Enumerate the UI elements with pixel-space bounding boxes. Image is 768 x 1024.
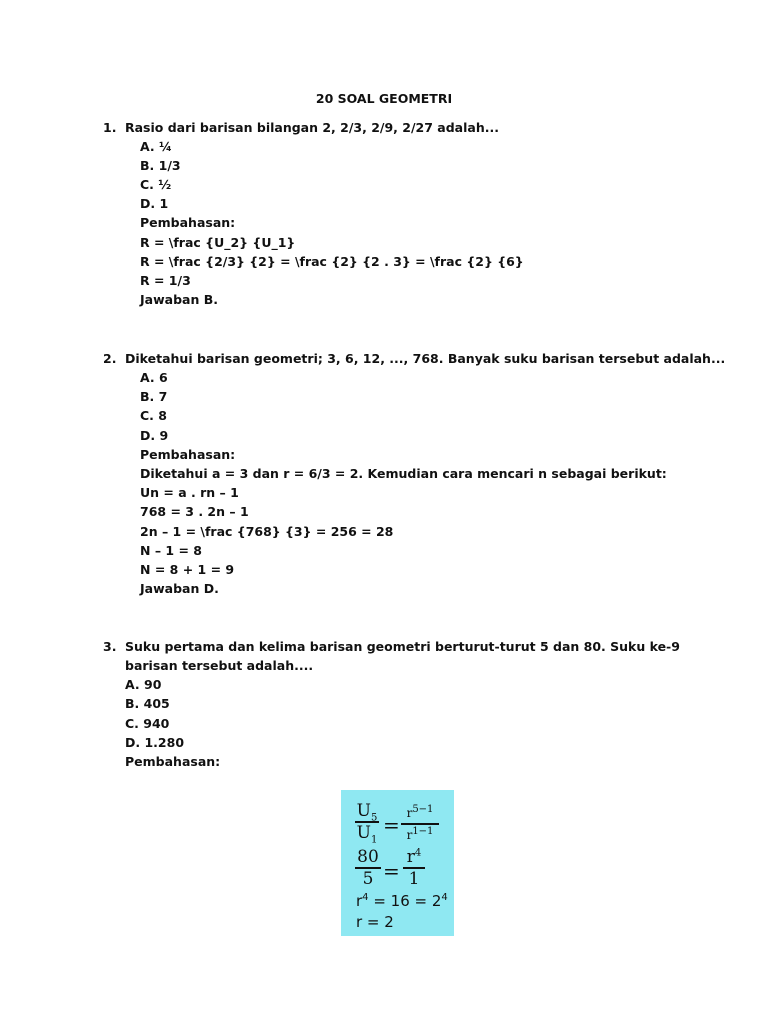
question-text: barisan tersebut adalah.... — [125, 658, 314, 673]
question-text: Suku pertama dan kelima barisan geometri berturut-turut 5 dan 80. Suku ke-9 — [125, 639, 680, 654]
option-a: A. ¼ — [140, 139, 172, 154]
discussion-line: 2n – 1 = \frac {768} {3} = 256 = 28 — [140, 524, 394, 539]
equals-sign: = — [383, 813, 400, 837]
question-number: 3. — [103, 639, 117, 654]
discussion-label: Pembahasan: — [140, 447, 236, 462]
option-c: C. 8 — [140, 408, 167, 423]
option-c: C. ½ — [140, 177, 172, 192]
discussion-label: Pembahasan: — [125, 754, 221, 769]
fraction-u5-u1: $U_5$ $U_1$ — [356, 801, 378, 845]
question-text: Diketahui barisan geometri; 3, 6, 12, ..., 768. Banyak suku barisan tersebut adalah... — [125, 351, 726, 366]
page-title: 20 SOAL GEOMETRI — [315, 91, 453, 106]
answer-line: Jawaban D. — [140, 581, 219, 596]
discussion-line: R = 1/3 — [140, 273, 191, 288]
option-a: A. 90 — [125, 677, 162, 692]
fraction-r4-1: $r^4$ 1 — [403, 848, 425, 888]
option-d: D. 1 — [140, 196, 169, 211]
fraction-r-powers: $r^{5-1}$ $r^{1-1}$ — [401, 804, 439, 844]
option-a: A. 6 — [140, 370, 168, 385]
discussion-line: N = 8 + 1 = 9 — [140, 562, 235, 577]
formula-line-r: r = 2 — [356, 913, 394, 931]
discussion-label: Pembahasan: — [140, 215, 236, 230]
equals-sign: = — [383, 859, 400, 883]
formula-image — [341, 790, 454, 936]
option-d: D. 1.280 — [125, 735, 185, 750]
question-number: 2. — [103, 351, 117, 366]
option-b: B. 405 — [125, 696, 170, 711]
discussion-line: 768 = 3 . 2n – 1 — [140, 504, 249, 519]
formula-line-r4: $r^4 = 16 = 2^4$ — [356, 892, 448, 910]
option-d: D. 9 — [140, 428, 169, 443]
option-b: B. 1/3 — [140, 158, 181, 173]
discussion-line: N – 1 = 8 — [140, 543, 202, 558]
discussion-line: Diketahui a = 3 dan r = 6/3 = 2. Kemudian cara mencari n sebagai berikut: — [140, 466, 667, 481]
question-number: 1. — [103, 120, 117, 135]
option-c: C. 940 — [125, 716, 170, 731]
question-text: Rasio dari barisan bilangan 2, 2/3, 2/9, 2/27 adalah... — [125, 120, 499, 135]
answer-line: Jawaban B. — [140, 292, 218, 307]
discussion-line: R = \frac {2/3} {2} = \frac {2} {2 . 3} = \frac {2} {6} — [140, 254, 524, 269]
option-b: B. 7 — [140, 389, 168, 404]
discussion-line: R = \frac {U_2} {U_1} — [140, 235, 296, 250]
fraction-80-5: 80 5 — [355, 848, 381, 888]
discussion-line: Un = a . rn – 1 — [140, 485, 239, 500]
